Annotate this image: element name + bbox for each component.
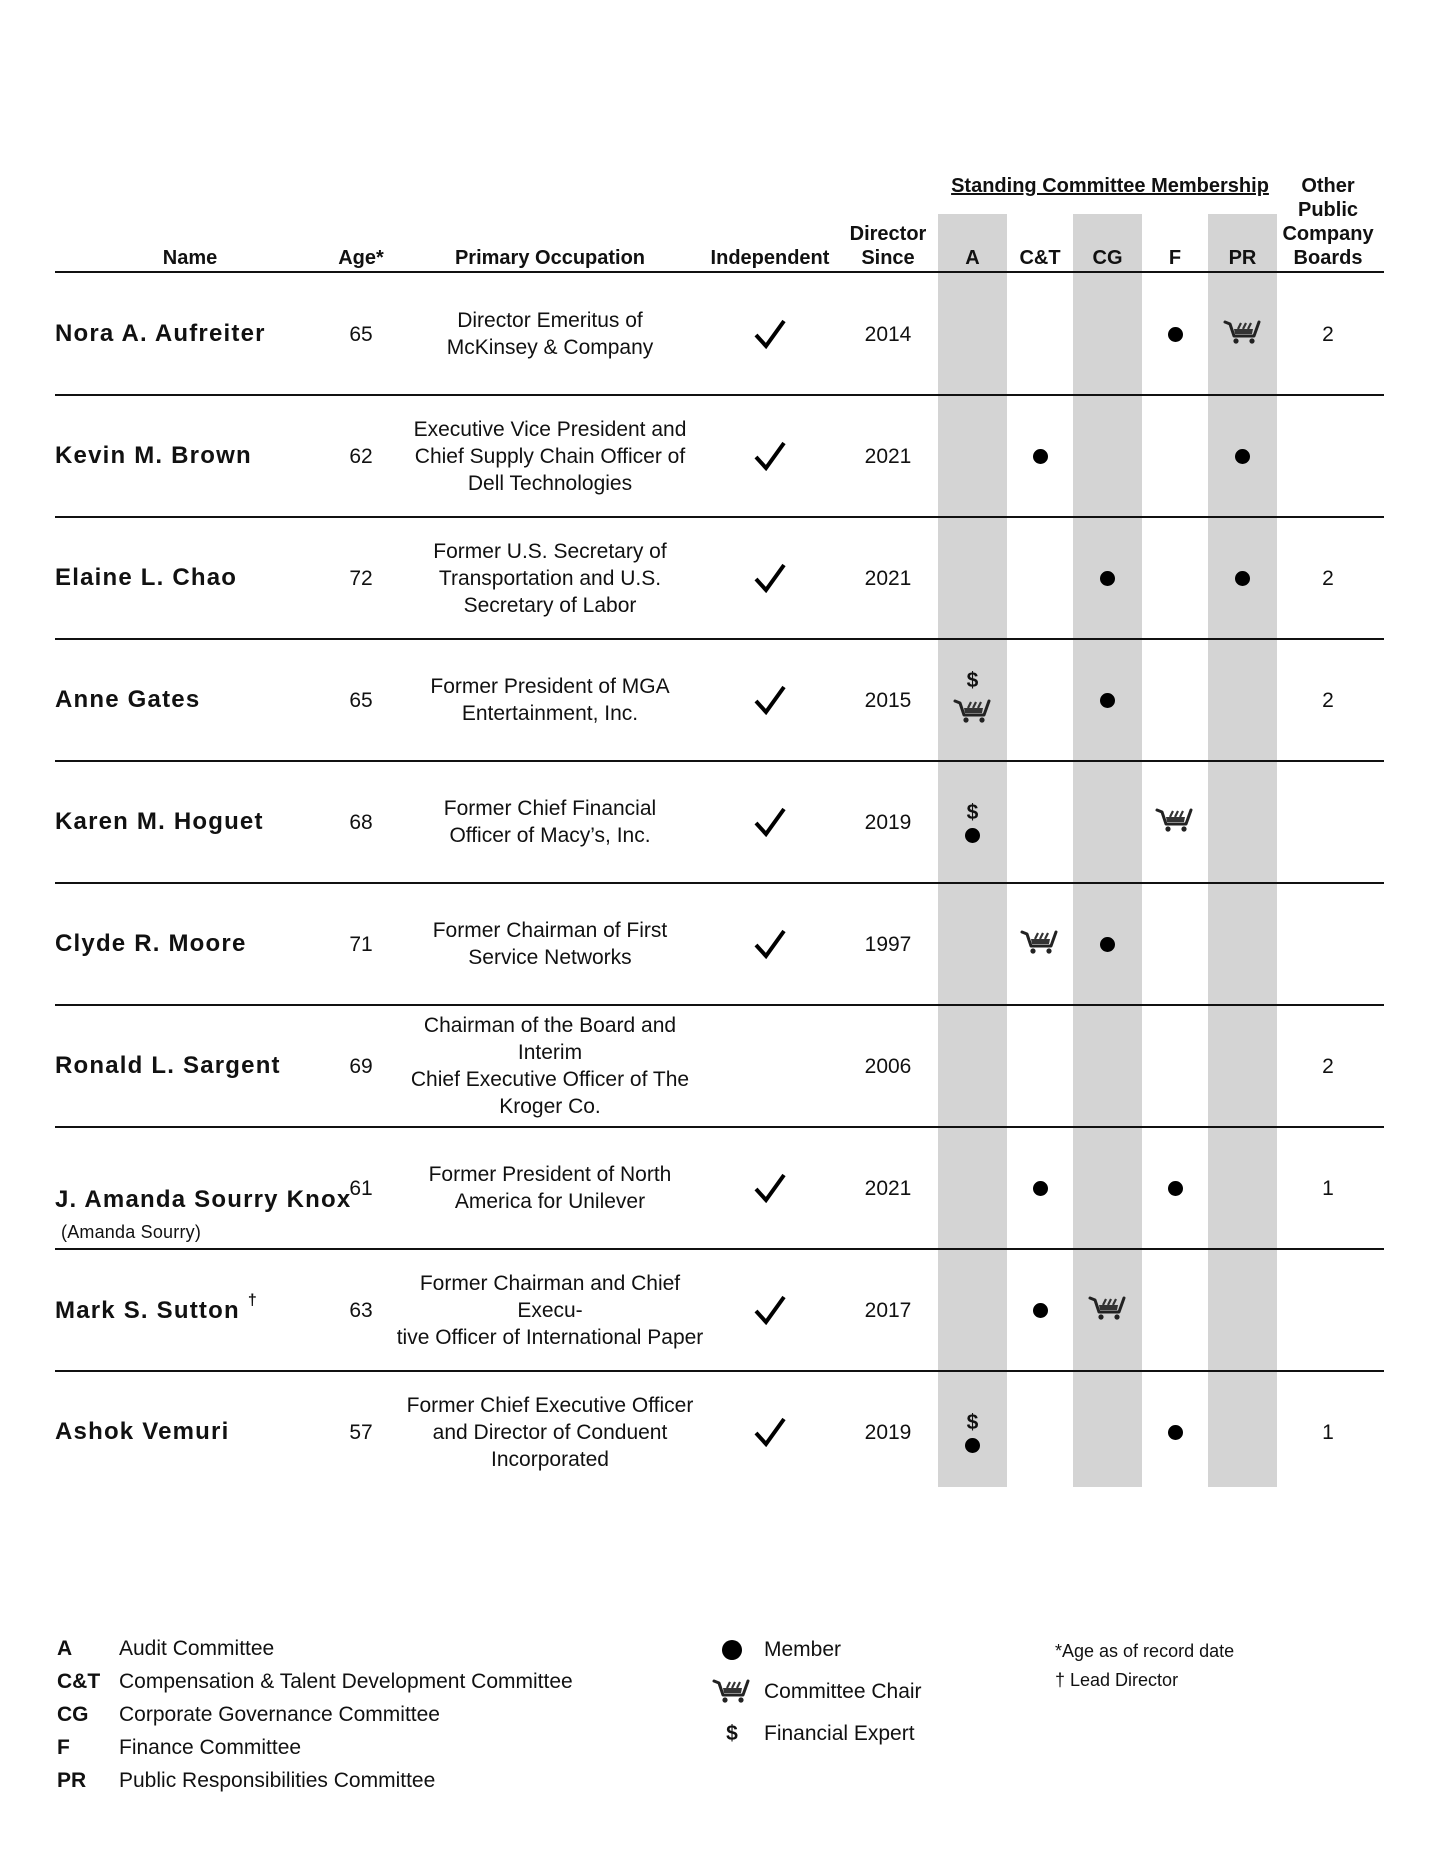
legend-symbol-row [707,1633,947,1667]
director-name-value: Elaine L. Chao [55,564,238,591]
legend-symbols [707,1633,1007,1753]
table-row [0,1127,1431,1249]
committee-mark [1033,1303,1048,1318]
committee-mark [1235,571,1250,586]
occupation-line: Entertainment, Inc. [461,702,639,725]
director-name-text [55,320,266,348]
chair-icon [1155,805,1195,840]
header-occupation: Primary Occupation [454,247,646,269]
other-boards-count [1278,883,1378,1005]
legend-abbr: C&T [57,1670,101,1693]
header-name: Name [162,247,218,269]
director-name-text [55,1052,281,1080]
header-committee-a: A [965,247,980,269]
director-name [55,1005,281,1127]
committee-mark [1168,1425,1183,1440]
member-dot-icon [965,1438,980,1453]
director-name-value: Karen M. Hoguet [55,808,264,835]
independent-check [710,1249,830,1371]
committee-cell-ct [1006,395,1074,517]
director-name-value: Nora A. Aufreiter [55,320,266,347]
committee-cell-ct [1006,273,1074,395]
director-since: 2021 [864,566,912,590]
director-since: 2006 [864,1054,912,1078]
other-boards-count: 1 [1322,1176,1334,1200]
director-since: 1997 [864,932,912,956]
committee-mark [1168,1181,1183,1196]
occupation-line: Incorporated [491,1447,609,1471]
committee-cell-f [1141,1249,1209,1371]
occupation-line: Former President of North [428,1163,672,1186]
occupation-line: Chairman of the Board and Interim [423,1014,677,1064]
occupation-line: Former Chairman and Chief Execu- [419,1271,681,1322]
legend-committee-name: Public Responsibilities Committee [119,1769,436,1792]
header-other-boards: Other Public Company Boards [1282,175,1374,269]
header-committee-ct: C&T [1019,247,1061,269]
member-dot-icon [707,1633,757,1667]
primary-occupation [390,1005,710,1127]
occupation-line: Executive Vice President and [413,417,687,441]
legend-committee-name: Audit Committee [119,1637,275,1660]
occupation-line: Secretary of Labor [463,593,637,617]
committee-mark [1100,571,1115,586]
committee-cell-ct [1006,1371,1074,1493]
director-age: 62 [349,444,373,468]
occupation-line: McKinsey & Company [446,336,654,359]
committee-cell-ct [1006,761,1074,883]
director-name [55,1249,258,1371]
committee-cell-pr [1208,517,1277,639]
director-since: 2021 [864,444,912,468]
director-name-text [55,808,264,836]
independent-check [710,883,830,1005]
director-name-text [55,686,200,714]
occupation-line: Kroger Co. [499,1095,601,1118]
committee-cell-pr [1208,1005,1277,1127]
committee-mark [1100,693,1115,708]
independent-check [710,1005,830,1127]
committee-cell-cg [1073,395,1142,517]
legend-abbr: F [57,1736,70,1759]
chair-icon [1223,317,1263,345]
chair-icon [1088,1293,1128,1328]
header-director-since: Director Since [849,223,927,269]
independent-check [710,1127,830,1249]
chair-icon [1088,1293,1128,1321]
occupation-line: Chief Executive Officer of The [410,1068,690,1091]
committee-mark [953,670,993,731]
independent-check [710,395,830,517]
committee-cell-pr [1208,639,1277,761]
occupation-line: Former Chief Executive Officer [406,1393,694,1417]
primary-occupation [390,1371,710,1493]
checkmark-icon [754,685,786,715]
director-age: 65 [349,688,373,712]
checkmark-icon [754,929,786,959]
committee-mark [1033,1181,1048,1196]
director-name-value: Anne Gates [55,686,201,713]
member-dot-icon [1033,449,1048,464]
header-committee-f: F [1168,247,1182,269]
header-age: Age* [338,247,384,269]
independent-check [710,517,830,639]
legend-symbol-label: Committee Chair [764,1680,922,1703]
dollar-icon: $ [966,668,979,692]
other-boards-count: 2 [1322,688,1334,712]
independent-check [710,1371,830,1493]
director-name [55,761,264,883]
other-boards-count: 1 [1322,1420,1334,1444]
checkmark-icon [754,1417,786,1447]
director-name [55,273,266,395]
checkmark-icon [754,319,786,349]
director-age: 68 [349,810,373,834]
director-name [55,517,237,639]
committee-cell-ct [1006,1249,1074,1371]
committee-mark [1088,1293,1128,1328]
chair-icon [1155,805,1195,833]
committee-cell-ct [1006,639,1074,761]
committee-cell-f [1141,761,1209,883]
header-committee-pr: PR [1228,247,1257,269]
director-name-value: Kevin M. Brown [55,442,252,469]
independent-check [710,273,830,395]
committee-cell-pr [1208,1249,1277,1371]
primary-occupation [390,1249,710,1371]
table-row [0,1371,1431,1493]
committee-cell-a [938,1371,1007,1493]
independent-check [710,639,830,761]
director-name [55,395,252,517]
director-name [55,1371,229,1493]
primary-occupation [390,883,710,1005]
other-boards-count [1278,1249,1378,1371]
committee-cell-a [938,883,1007,1005]
table-row [0,395,1431,517]
checkmark-icon [754,1173,786,1203]
committee-cell-cg [1073,639,1142,761]
independent-check [710,761,830,883]
committee-cell-a [938,1127,1007,1249]
checkmark-icon [754,441,786,471]
director-age: 71 [349,932,373,956]
table-row [0,1249,1431,1371]
committee-mark [1168,327,1183,342]
table-row [0,883,1431,1005]
director-since: 2014 [864,322,912,346]
committee-cell-pr [1208,761,1277,883]
committee-mark [1020,927,1060,962]
director-since: 2019 [864,810,912,834]
checkmark-icon [754,563,786,593]
chair-icon [1020,927,1060,955]
chair-icon [707,1675,757,1709]
director-name-text [55,930,247,958]
committee-cell-ct [1006,1005,1074,1127]
primary-occupation [390,517,710,639]
director-name-text [55,564,237,592]
committee-mark [1033,449,1048,464]
committee-cell-f [1141,1005,1209,1127]
committee-mark [1155,805,1195,840]
member-dot-icon [1033,1303,1048,1318]
committee-cell-pr [1208,395,1277,517]
chair-icon [712,1676,752,1704]
legend-committee-name: Corporate Governance Committee [119,1703,440,1726]
committee-cell-a [938,1249,1007,1371]
note-age: *Age as of record date [1055,1641,1235,1661]
director-age: 69 [349,1054,373,1078]
committee-cell-ct [1006,517,1074,639]
primary-occupation [390,273,710,395]
committee-cell-f [1141,273,1209,395]
standing-committee-header: Standing Committee Membership [951,175,1269,197]
committee-cell-f [1141,883,1209,1005]
occupation-line: Director Emeritus of [457,309,643,332]
occupation-line: Former Chief Financial [443,797,657,820]
member-dot-icon [1168,1425,1183,1440]
committee-cell-pr [1208,883,1277,1005]
committee-mark [1100,937,1115,952]
director-name [55,639,200,761]
committee-cell-ct [1006,883,1074,1005]
committee-cell-cg [1073,883,1142,1005]
committee-cell-a [938,639,1007,761]
director-name-text [55,1291,258,1325]
occupation-line: Former President of MGA [430,675,670,698]
other-boards-count: 2 [1322,1054,1334,1078]
committee-cell-cg [1073,1371,1142,1493]
legend-abbr: CG [57,1703,89,1726]
legend-abbr: A [57,1637,73,1660]
occupation-line: Former U.S. Secretary of [433,539,667,563]
director-since: 2017 [864,1298,912,1322]
member-dot-icon [1100,571,1115,586]
occupation-line: and Director of Conduent [432,1420,668,1444]
occupation-line: Transportation and U.S. [438,566,662,590]
director-age: 65 [349,322,373,346]
committee-mark [1223,317,1263,352]
director-name-value: Mark S. Sutton [55,1296,240,1324]
committee-cell-cg [1073,517,1142,639]
primary-occupation [390,639,710,761]
director-name-text [55,442,252,470]
committee-cell-pr [1208,1371,1277,1493]
member-dot-icon [1168,327,1183,342]
committee-cell-f [1141,1127,1209,1249]
legend-committee-name: Compensation & Talent Development Committee [119,1670,573,1693]
director-age: 72 [349,566,373,590]
director-since: 2019 [864,1420,912,1444]
committee-cell-a [938,517,1007,639]
member-dot-icon [965,828,980,843]
legend-symbol-row [707,1717,947,1751]
committee-cell-pr [1208,1127,1277,1249]
checkmark-icon [754,1295,786,1325]
legend-symbol-label: Financial Expert [764,1722,915,1745]
occupation-line: Officer of Macy’s, Inc. [449,824,651,847]
occupation-line: Dell Technologies [467,471,633,495]
director-since: 2015 [864,688,912,712]
director-name [55,883,247,1005]
occupation-line: Chief Supply Chain Officer of [414,444,686,468]
lead-director-mark: † [247,1291,258,1309]
table-row [0,639,1431,761]
legend-symbol-row [707,1675,947,1709]
primary-occupation [390,1127,710,1249]
legend-abbr: PR [57,1769,87,1792]
director-age: 61 [349,1176,373,1200]
occupation-line: tive Officer of International Paper [396,1325,704,1349]
checkmark-icon [754,807,786,837]
director-name-value: Clyde R. Moore [55,930,247,957]
table-row [0,1005,1431,1127]
director-age: 63 [349,1298,373,1322]
header-committee-cg: CG [1092,247,1123,269]
legend-committees [57,1635,617,1795]
committee-mark [1235,449,1250,464]
director-name-value: Ronald L. Sargent [55,1052,281,1079]
director-alt-name: (Amanda Sourry) [61,1221,202,1242]
committee-mark [965,1412,980,1453]
chair-icon [1223,317,1263,352]
header-independent: Independent [710,247,830,269]
committee-cell-a [938,395,1007,517]
committee-cell-f [1141,517,1209,639]
committee-cell-f [1141,1371,1209,1493]
member-dot-icon [1033,1181,1048,1196]
member-dot-icon [1235,571,1250,586]
director-name-value: Ashok Vemuri [55,1418,230,1445]
other-boards-count [1278,761,1378,883]
director-age: 57 [349,1420,373,1444]
committee-cell-f [1141,395,1209,517]
director-since: 2021 [864,1176,912,1200]
legend-committee-name: Finance Committee [119,1736,302,1759]
dollar-icon: $ [726,1722,738,1745]
primary-occupation [390,395,710,517]
legend-symbol-label: Member [764,1638,842,1661]
other-boards-count: 2 [1322,566,1334,590]
committee-cell-a [938,1005,1007,1127]
committee-cell-cg [1073,1249,1142,1371]
dollar-icon: $ [966,800,979,824]
director-name-text [55,1186,351,1214]
occupation-line: Service Networks [468,946,632,969]
director-name-text [55,1418,229,1446]
committee-mark [965,802,980,843]
committee-cell-pr [1208,273,1277,395]
table-row [0,761,1431,883]
note-lead-director: † Lead Director [1055,1670,1179,1690]
dollar-icon: $ [966,1410,979,1434]
member-dot-icon [1100,693,1115,708]
director-name-value: J. Amanda Sourry Knox [55,1185,352,1213]
committee-cell-ct [1006,1127,1074,1249]
committee-cell-f [1141,639,1209,761]
other-boards-count [1278,395,1378,517]
member-dot-icon [1235,449,1250,464]
chair-icon [1020,927,1060,962]
committee-cell-cg [1073,273,1142,395]
committee-cell-a [938,761,1007,883]
member-dot-icon [1168,1181,1183,1196]
occupation-line: America for Unilever [454,1190,646,1213]
committee-cell-a [938,273,1007,395]
committee-cell-cg [1073,1005,1142,1127]
table-row [0,273,1431,395]
table-row [0,517,1431,639]
member-dot-icon [1100,937,1115,952]
primary-occupation [390,761,710,883]
occupation-line: Former Chairman of First [432,919,668,942]
committee-cell-cg [1073,1127,1142,1249]
other-boards-count: 2 [1322,322,1334,346]
chair-icon [953,696,993,731]
committee-cell-cg [1073,761,1142,883]
chair-icon [953,696,993,724]
